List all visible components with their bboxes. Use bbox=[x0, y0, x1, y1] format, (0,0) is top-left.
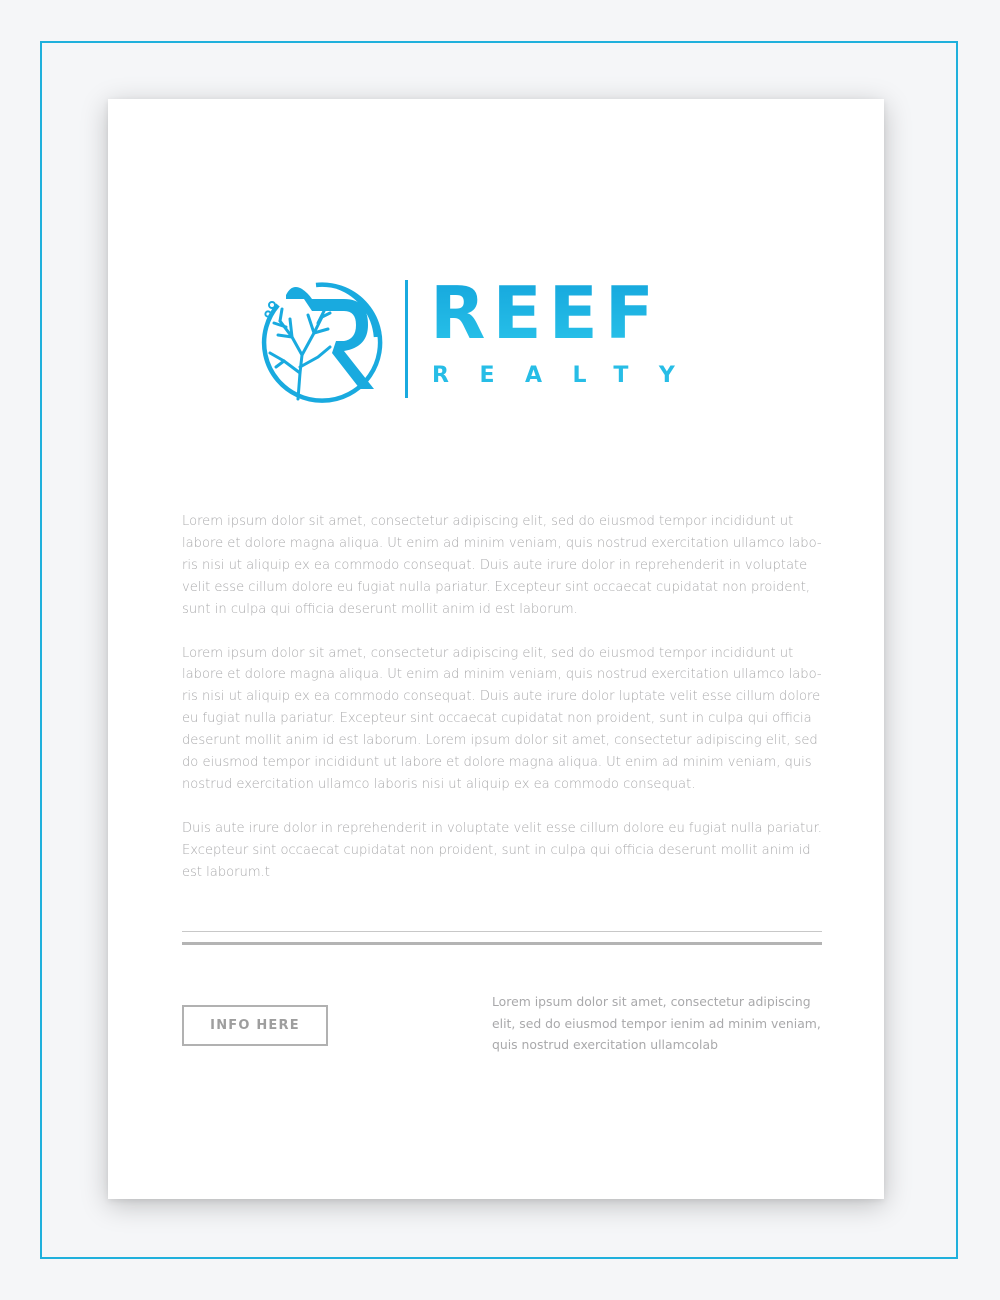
paragraph-2: Lorem ipsum dolor sit amet, consectetur adipiscing elit, sed do eiusmod tempor incididunt ut labore et dolore magna aliqua. Ut enim ad minim veniam, quis nostrud exercitation ullamco labo-ris nisi ut aliquip ex ea commodo consequat. Duis aute irure dolor luptate velit esse cillum dolore eu fugiat nulla pariatur. Excepteur sint occaecat cupidatat non proident, sunt in culpa qui officia deserunt mollit anim id est laborum. Lorem ipsum dolor sit amet, consectetur adipiscing elit, sed do eiusmod tempor incididunt ut labore et dolore magna aliqua. Ut enim ad minim veniam, quis nostrud exercitation ullamco laboris nisi ut aliquip ex ea commodo consequat. bbox=[182, 645, 822, 792]
reef-r-coral-icon bbox=[256, 277, 386, 407]
letterhead-page bbox=[108, 99, 884, 1199]
body-copy bbox=[182, 511, 832, 906]
info-here-button[interactable]: INFO HERE bbox=[182, 1005, 328, 1046]
paragraph-3: Duis aute irure dolor in reprehenderit in voluptate velit esse cillum dolore eu fugiat nulla pariatur. Excepteur sint occaecat cupidatat non proident, sunt in culpa qui officia deserunt mollit anim id est laborum.t bbox=[182, 820, 822, 880]
paragraph-1: Lorem ipsum dolor sit amet, consectetur adipiscing elit, sed do eiusmod tempor incididunt ut labore et dolore magna aliqua. Ut enim ad minim veniam, quis nostrud exercitation ullamco labo-ris nisi ut aliquip ex ea commodo consequat. Duis aute irure dolor in reprehenderit in voluptate velit esse cillum dolore eu fugiat nulla pariatur. Excepteur sint occaecat cupidatat non proident, sunt in culpa qui officia deserunt mollit anim id est laborum. bbox=[182, 514, 822, 617]
reef-realty-logo bbox=[256, 271, 716, 403]
logo-divider bbox=[405, 280, 408, 398]
divider-thin bbox=[182, 931, 822, 932]
divider-thick bbox=[182, 942, 822, 945]
logo-title: REEF bbox=[430, 271, 661, 355]
footer-text: Lorem ipsum dolor sit amet, consectetur adipiscing elit, sed do eiusmod tempor ienim ad minim veniam, quis nostrud exercitation ullamcolab bbox=[492, 994, 821, 1052]
logo-subtitle: REALTY bbox=[432, 363, 706, 388]
